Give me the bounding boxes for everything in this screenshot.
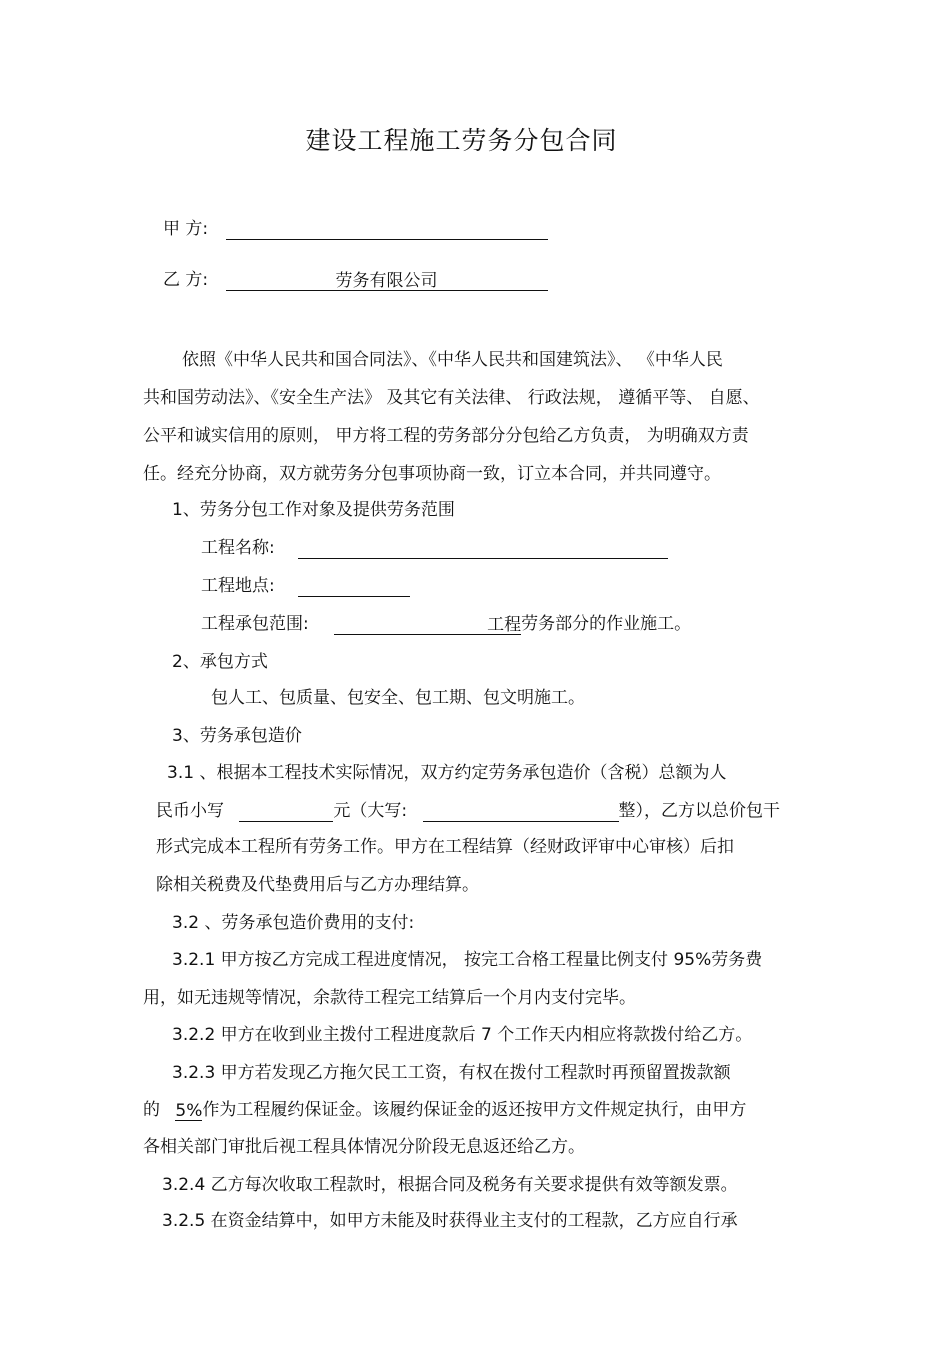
- clause-3-1-line-2: [156, 800, 780, 822]
- project-scope-label: 工程承包范围:: [201, 614, 309, 634]
- section-1-heading: 1、劳务分包工作对象及提供劳务范围: [172, 500, 455, 520]
- rmb-label: 民币小写: [156, 801, 224, 821]
- retention-percent: 5%: [175, 1101, 203, 1121]
- party-b-label: 乙 方:: [163, 270, 209, 290]
- intro-line-1: 依照《中华人民共和国合同法》、《中华人民共和国建筑法》、 《中华人民: [182, 350, 723, 370]
- clause-3-2-3-de: 的: [143, 1100, 160, 1120]
- section-3-heading: 3、劳务承包造价: [172, 726, 302, 746]
- clause-3-2-4: 3.2.4 乙方每次收取工程款时，根据合同及税务有关要求提供有效等额发票。: [162, 1175, 738, 1195]
- amount-words-field[interactable]: [423, 801, 619, 822]
- clause-3-1-line-4: 除相关税费及代垫费用后与乙方办理结算。: [156, 875, 479, 895]
- project-name-row: [201, 537, 668, 559]
- clause-3-2-3-line-2-tail: 作为工程履约保证金。该履约保证金的返还按甲方文件规定执行，由甲方: [202, 1100, 747, 1120]
- project-scope-field[interactable]: [334, 614, 487, 635]
- clause-3-2-1-line-1: 3.2.1 甲方按乙方完成工程进度情况， 按完工合格工程量比例支付 95%劳务费: [172, 950, 763, 970]
- amount-figures-field[interactable]: [239, 801, 333, 822]
- project-scope-row: [201, 613, 691, 635]
- project-scope-underlined: 工程: [487, 615, 522, 635]
- project-location-field[interactable]: [298, 576, 410, 597]
- clause-3-2-1-line-2: 用，如无违规等情况，余款待工程完工结算后一个月内支付完毕。: [143, 988, 636, 1008]
- project-location-row: [201, 575, 410, 597]
- document-title: 建设工程施工劳务分包合同: [305, 126, 618, 155]
- party-b-row: [163, 269, 548, 291]
- clause-3-2-3-line-3: 各相关部门审批后视工程具体情况分阶段无息返还给乙方。: [143, 1137, 585, 1157]
- project-scope-suffix: 劳务部分的作业施工。: [521, 614, 692, 634]
- clause-3-2-heading: 3.2 、劳务承包造价费用的支付:: [172, 913, 415, 933]
- party-b-field[interactable]: 劳务有限公司: [226, 270, 548, 291]
- clause-3-1-line-3: 形式完成本工程所有劳务工作。甲方在工程结算（经财政评审中心审核）后扣: [156, 837, 734, 857]
- yuan-label: 元（大写:: [333, 801, 408, 821]
- clause-3-2-3-line-1: 3.2.3 甲方若发现乙方拖欠民工工资，有权在拨付工程款时再预留置拨款额: [172, 1063, 731, 1083]
- intro-line-2: 共和国劳动法》、《安全生产法》 及其它有关法律、 行政法规， 遵循平等、 自愿、: [143, 388, 760, 408]
- party-a-row: [163, 218, 548, 240]
- clause-3-1-line-2-tail: 整），乙方以总价包干: [618, 801, 781, 821]
- clause-3-2-3-line-2: [143, 1099, 746, 1121]
- clause-3-2-5: 3.2.5 在资金结算中，如甲方未能及时获得业主支付的工程款，乙方应自行承: [162, 1211, 738, 1231]
- intro-line-4: 任。经充分协商，双方就劳务分包事项协商一致，订立本合同，并共同遵守。: [143, 464, 721, 484]
- section-2-text: 包人工、包质量、包安全、包工期、包文明施工。: [211, 688, 585, 708]
- project-name-label: 工程名称:: [201, 538, 275, 558]
- intro-line-3: 公平和诚实信用的原则， 甲方将工程的劳务部分分包给乙方负责， 为明确双方责: [143, 426, 749, 446]
- clause-3-1-line-1: 3.1 、根据本工程技术实际情况，双方约定劳务承包造价（含税）总额为人: [167, 763, 727, 783]
- clause-3-2-2: 3.2.2 甲方在收到业主拨付工程进度款后 7 个工作天内相应将款拨付给乙方。: [172, 1025, 753, 1045]
- section-2-heading: 2、承包方式: [172, 652, 268, 672]
- party-a-field[interactable]: [226, 219, 548, 240]
- project-name-field[interactable]: [298, 538, 668, 559]
- party-a-label: 甲 方:: [163, 219, 209, 239]
- project-location-label: 工程地点:: [201, 576, 275, 596]
